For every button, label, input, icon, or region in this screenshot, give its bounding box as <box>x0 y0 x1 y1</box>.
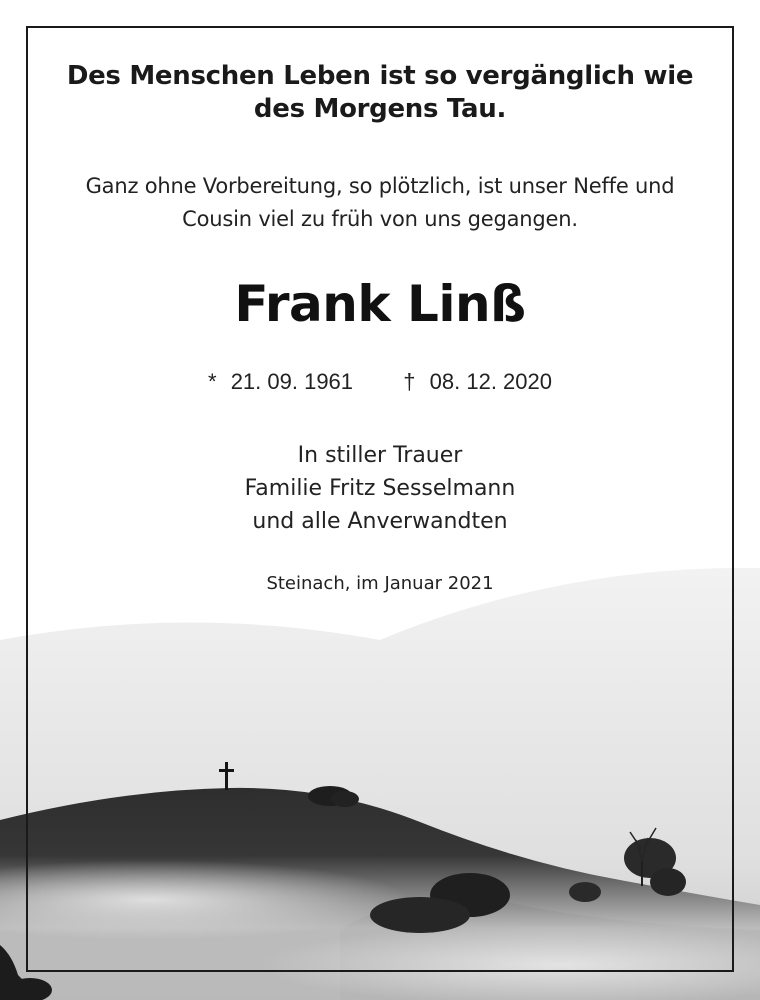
intro-text <box>28 170 732 236</box>
mourners-line-3: und alle Anverwandten <box>252 509 508 534</box>
memorial-quote-line-2: des Morgens Tau. <box>253 94 507 124</box>
life-dates <box>28 369 732 395</box>
death-symbol: † <box>403 369 416 394</box>
deceased-name: Frank Linß <box>234 275 526 333</box>
birth-symbol: * <box>208 369 217 394</box>
memorial-quote <box>28 60 732 126</box>
mourners-line-2: Familie Fritz Sesselmann <box>244 476 516 501</box>
notice-content <box>28 28 732 596</box>
death-date: 08. 12. 2020 <box>429 369 552 394</box>
memorial-quote-line-1: Des Menschen Leben ist so vergänglich wie <box>66 61 694 91</box>
mourners-line-1: In stiller Trauer <box>297 443 463 468</box>
mourners-block <box>28 439 732 538</box>
intro-text-line-2: Cousin viel zu früh von uns gegangen. <box>182 207 578 231</box>
birth-date: 21. 09. 1961 <box>230 369 354 394</box>
place-and-date: Steinach, im Januar 2021 <box>266 573 494 594</box>
intro-text-line-1: Ganz ohne Vorbereitung, so plötzlich, ist unser Neffe und <box>85 174 675 198</box>
